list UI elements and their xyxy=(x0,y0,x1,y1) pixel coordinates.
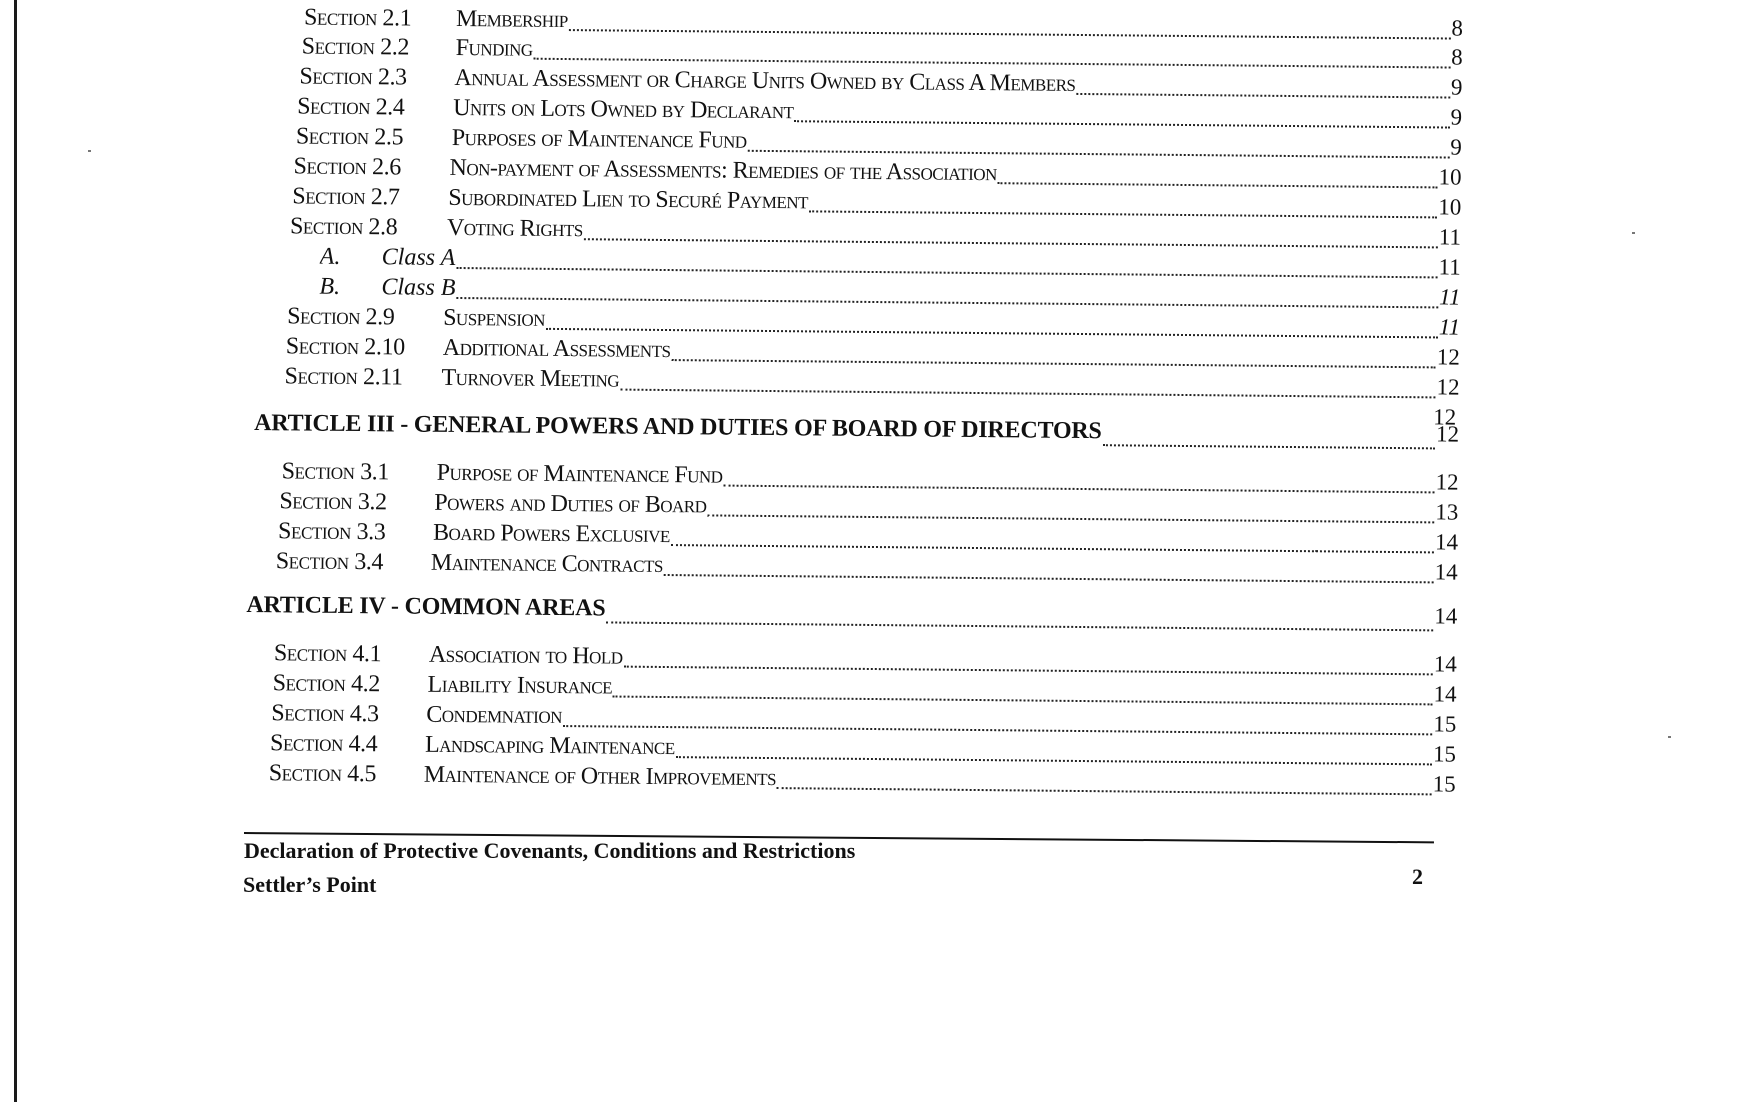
section-title: Maintenance of Other Improvements xyxy=(423,761,777,792)
section-title: Association to Hold xyxy=(428,641,623,670)
section-number: Section 3.3 xyxy=(277,518,386,546)
section-number: Section 3.2 xyxy=(279,488,387,516)
section-number: Section 2.10 xyxy=(285,333,405,361)
dot-leader xyxy=(623,665,1432,676)
dot-leader xyxy=(1076,92,1449,99)
section-title: Suspension xyxy=(443,304,546,332)
page-number: 11 xyxy=(1438,284,1461,310)
page-number: 8 xyxy=(1451,15,1464,41)
section-number: Section 2.11 xyxy=(284,363,403,391)
section-title: Landscaping Maintenance xyxy=(424,731,675,761)
subentry-title: Class B xyxy=(381,274,456,301)
section-title: Maintenance Contracts xyxy=(430,549,664,578)
page-number: 13 xyxy=(1435,499,1459,525)
page-number: 12 xyxy=(1435,469,1459,495)
section-title: Annual Assessment or Charge Units Owned by Class A Members xyxy=(454,64,1076,97)
dot-leader xyxy=(794,119,1449,128)
page-number: 9 xyxy=(1450,74,1463,100)
page-number: 14 xyxy=(1434,529,1459,555)
section-title: Funding xyxy=(455,34,533,62)
section-number: Section 2.8 xyxy=(289,213,398,241)
page-number: 11 xyxy=(1438,224,1462,250)
section-number: Section 2.6 xyxy=(293,153,401,181)
section-number: Section 4.5 xyxy=(268,760,377,788)
dot-leader xyxy=(1103,443,1435,449)
section-number: Section 2.2 xyxy=(301,33,410,61)
section-number: Section 2.7 xyxy=(292,183,400,211)
dot-leader xyxy=(664,573,1434,583)
dot-leader xyxy=(998,181,1438,188)
page-number: 12 xyxy=(1436,344,1460,370)
section-title: Purposes of Maintenance Fund xyxy=(451,124,747,154)
dot-leader xyxy=(723,484,1434,494)
section-title: Board Powers Exclusive xyxy=(432,519,670,549)
section-number: Section 4.1 xyxy=(273,640,382,668)
section-number: Section 2.4 xyxy=(297,93,405,121)
section-number: Section 4.2 xyxy=(272,670,381,698)
article-title: ARTICLE IV - COMMON AREAS xyxy=(246,591,606,622)
toc-article-heading xyxy=(254,410,1459,456)
section-title: Voting Rights xyxy=(446,214,583,243)
section-number: Section 3.1 xyxy=(281,458,390,486)
dot-leader xyxy=(606,620,1433,631)
section-title: Liability Insurance xyxy=(427,671,613,700)
section-title: Condemnation xyxy=(426,701,563,730)
section-title: Units on Lots Owned by Declarant xyxy=(453,94,794,125)
page-number: 14 xyxy=(1434,559,1458,585)
toc-article-heading xyxy=(246,592,1457,638)
dot-leader xyxy=(620,388,1435,399)
page-number: 10 xyxy=(1438,194,1462,220)
section-title: Subordinated Lien to Securé Payment xyxy=(448,184,809,215)
page-number: 14 xyxy=(1434,603,1458,629)
dot-leader xyxy=(748,149,1450,159)
dot-leader xyxy=(671,543,1434,553)
page-number: 12 xyxy=(1436,374,1460,400)
section-number: Section 2.5 xyxy=(295,123,404,151)
footer-document-title: Declaration of Protective Covenants, Conditions and Restrictions xyxy=(244,838,856,863)
subentry-letter: A. xyxy=(319,243,341,270)
dot-leader xyxy=(707,513,1434,523)
section-number: Section 4.3 xyxy=(271,700,379,728)
section-title: Purpose of Maintenance Fund xyxy=(436,459,723,489)
section-title: Membership xyxy=(455,5,568,34)
page-number: 12 xyxy=(1433,404,1457,430)
subentry-title: Class A xyxy=(381,244,456,271)
page-number: 12 xyxy=(1435,421,1460,447)
page-number: 9 xyxy=(1450,104,1463,130)
section-title: Powers and Duties of Board xyxy=(434,489,707,519)
section-number: Section 2.9 xyxy=(287,303,395,331)
page-number: 8 xyxy=(1451,44,1463,70)
page-number: 15 xyxy=(1432,771,1456,797)
article-title: ARTICLE III - GENERAL POWERS AND DUTIES OF BOARD OF DIRECTORS xyxy=(254,410,1102,445)
section-number: Section 2.1 xyxy=(303,4,412,32)
section-number: Section 3.4 xyxy=(275,548,384,576)
page-number: 15 xyxy=(1432,741,1457,767)
dot-leader xyxy=(676,755,1432,765)
section-number: Section 4.4 xyxy=(269,730,378,758)
page-number: 11 xyxy=(1438,314,1461,340)
dot-leader xyxy=(671,358,1435,368)
section-title: Non-payment of Assessments: Remedies of the Association xyxy=(449,154,997,187)
section-number: Section 2.3 xyxy=(299,63,407,91)
page-number: 15 xyxy=(1433,711,1457,737)
page-number: 9 xyxy=(1450,134,1462,160)
dot-leader xyxy=(809,209,1437,218)
subentry-letter: B. xyxy=(319,273,341,300)
footer-subdivision-name: Settler’s Point xyxy=(243,872,377,897)
page-number: 14 xyxy=(1433,681,1457,707)
footer-page-number: 2 xyxy=(1412,864,1423,889)
section-title: Additional Assessments xyxy=(442,334,671,364)
page-number: 11 xyxy=(1438,254,1461,280)
dot-leader xyxy=(777,786,1432,795)
page-number: 10 xyxy=(1438,164,1462,190)
page-number: 14 xyxy=(1433,651,1457,677)
section-title: Turnover Meeting xyxy=(441,364,620,393)
